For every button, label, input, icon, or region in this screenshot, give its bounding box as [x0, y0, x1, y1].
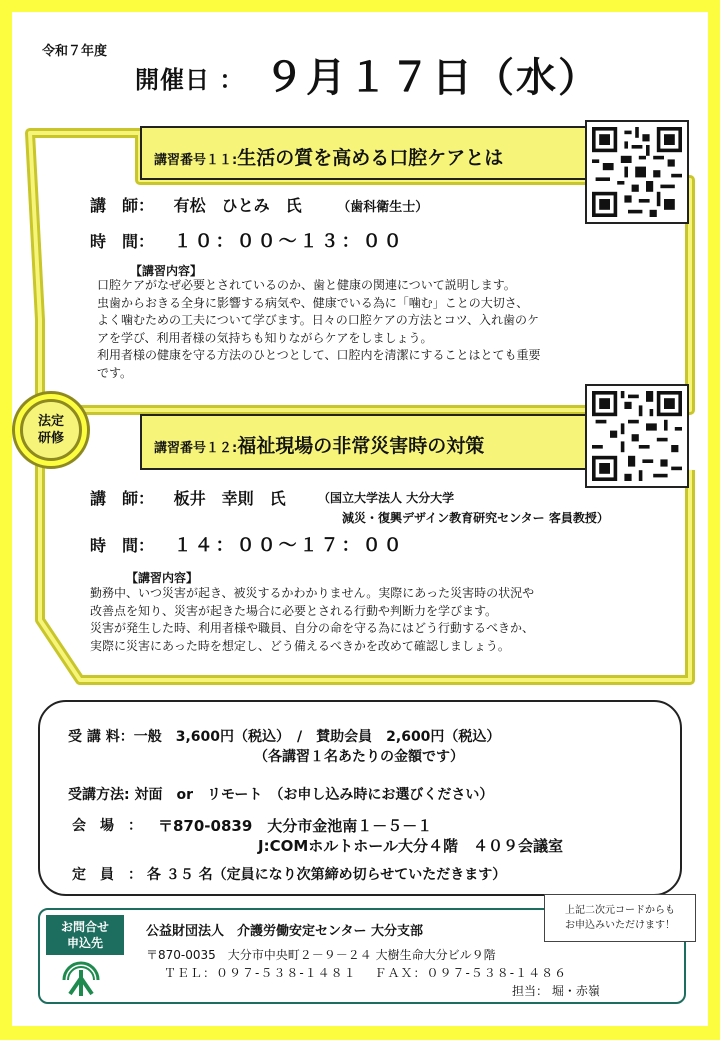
qr-code-icon[interactable] — [585, 120, 689, 224]
date-label: 開催日 ： — [135, 66, 245, 94]
contact-address: 〒870-0035 大分市中央町２－９－２４ 大樹生命大分ビル９階 — [146, 948, 496, 962]
contact-label-line: お問合せ — [60, 920, 109, 934]
logo-icon — [60, 960, 102, 998]
badge-line: 研修 — [37, 431, 64, 446]
note-line: 上記二次元コードからも — [565, 905, 675, 916]
content-line: アを学び、利用者様の気持ちも知りながらケアをしましょう。 — [97, 330, 433, 345]
lecture11-lecturer — [90, 193, 428, 216]
lecture12-content — [90, 585, 534, 655]
badge-inner — [20, 399, 82, 461]
contact-label — [46, 915, 124, 955]
capacity-line: 定 員 ： 各 ３５ 名（定員になり次第締め切らせていただきます） — [72, 867, 507, 883]
qr-code-icon[interactable] — [585, 384, 689, 488]
lecture11-lecturer-label: 講 師： — [90, 196, 155, 215]
lecture11-title-box — [140, 126, 588, 180]
contact-phone: ＴＥＬ：０９７-５３８-１４８１ ＦＡＸ：０９７-５３８-１４８６ — [164, 966, 568, 980]
content-line: 災害が発生した時、利用者様や職員、自分の命を守る為にはどう行動するべきか、 — [90, 621, 535, 636]
lecture11-content-heading: 【講習内容】 — [130, 264, 203, 278]
lecture11-lecturer-role: （歯科衛生士） — [337, 200, 429, 215]
badge-line: 法定 — [37, 414, 64, 429]
content-line: 口腔ケアがなぜ必要とされているのか、歯と健康の関連について説明します。 — [97, 278, 516, 292]
venue-label: 会 場 ： — [72, 818, 142, 834]
lecture12-content-heading: 【講習内容】 — [126, 571, 199, 585]
lecture12-title-box — [140, 414, 588, 470]
content-line: です。 — [97, 365, 133, 380]
lecture12-time-label: 時 間： — [90, 536, 155, 555]
content-line: 勤務中、いつ災害が起き、被災するかわかりません。実際にあった災害時の状況や — [90, 586, 535, 600]
contact-org: 公益財団法人 介護労働安定センター 大分支部 — [146, 924, 424, 939]
lecture11-title: 生活の質を高める口腔ケアとは — [237, 147, 504, 169]
fee-note: （各講習１名あたりの金額です） — [254, 749, 464, 765]
lecture11-lecturer-name: 有松 ひとみ 氏 — [173, 196, 302, 215]
lecture12-lecturer-name: 板井 幸則 氏 — [173, 489, 286, 508]
venue-line1: 〒870-0839 大分市金池南１－５－１ — [158, 817, 433, 835]
qr-code-icon-graphic — [592, 127, 682, 217]
lecture11-time-label: 時 間： — [90, 232, 155, 251]
lecture12-lecturer — [90, 486, 286, 509]
lecture12-title: 福祉現場の非常災害時の対策 — [237, 435, 485, 457]
qr-application-note — [544, 894, 696, 942]
lecture12-time-value: １４：００～１７：００ — [173, 535, 405, 556]
lecture12-lecturer-role1: （国立大学法人 大分大学 — [318, 491, 455, 505]
lecture12-number: 講習番号１２: — [154, 441, 238, 456]
content-line: 利用者様の健康を守る方法のひとつとして、口腔内を清潔にすることはとても重要 — [97, 348, 541, 363]
content-line: 実際に災害にあった時を想定し、どう備えるべきかを改めて確認しましょう。 — [90, 638, 510, 653]
lecture12-lecturer-role2: 減災・復興デザイン教育研究センター 客員教授） — [342, 511, 609, 525]
lecture11-time — [90, 227, 405, 253]
method-line: 受講方法: 対面 or リモート （お申し込み時にお選びください） — [68, 787, 494, 803]
content-line: 改善点を知り、災害が起きた場合に必要とされる行動や判断力を学びます。 — [90, 603, 498, 618]
content-line: よく噛むための工夫について学びます。日々の口腔ケアの方法とコツ、入れ歯のケ — [97, 313, 539, 328]
venue-line2: J:COMホルトホール大分４階 ４０９会議室 — [258, 837, 563, 855]
contact-label-line: 申込先 — [66, 936, 103, 950]
fiscal-year: 令和７年度 — [42, 44, 108, 59]
note-line: お申込みいただけます！ — [565, 920, 675, 931]
qr-code-icon-graphic — [592, 391, 682, 481]
lecture11-number: 講習番号１１: — [154, 153, 238, 168]
lecture11-time-value: １０：００～１３：００ — [173, 231, 405, 252]
content-line: 虫歯からおきる全身に影響する病気や、健康でいる為に「噛む」ことの大切さ、 — [97, 295, 529, 310]
contact-staff: 担当： 堀・赤嶺 — [512, 984, 600, 998]
lecture11-content — [97, 277, 541, 383]
lecture12-time — [90, 531, 405, 557]
lecture12-lecturer-label: 講 師： — [90, 489, 155, 508]
fee-line: 受 講 料：一般 3,600円（税込） / 賛助会員 2,600円（税込） — [68, 729, 501, 745]
event-date: ９月１７日（水） — [264, 55, 600, 101]
mandatory-training-badge — [12, 391, 90, 469]
